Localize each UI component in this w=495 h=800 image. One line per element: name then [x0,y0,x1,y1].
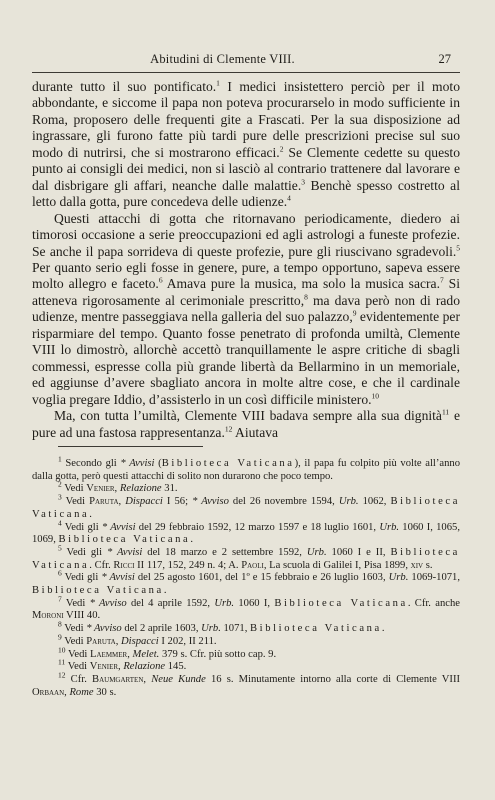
text-run: Venier [86,483,115,495]
text-run: Neue Kunde [151,673,206,685]
page-number: 27 [438,52,451,66]
text-run: Urb. [379,521,400,533]
text-run: Melet. [132,648,160,660]
footnote [32,543,460,572]
footnote [32,568,460,597]
text-run: del 2 aprile 1603, [121,623,202,635]
footnote-marker: 9 [352,308,357,318]
footnote-marker: 4 [287,193,291,203]
text-run: Rome [69,686,94,698]
text-run: 1060 I, 1065, 1069, [32,521,460,546]
text-run: 1060 I, [234,597,275,609]
text-run: 30 s. [93,686,117,698]
text-run: * Avvisi [101,572,135,584]
text-run: Vedi [61,635,87,647]
footnote-marker: 2 [58,479,62,489]
text-run: del 18 marzo e 2 settembre 1592, [142,546,307,558]
text-run: ), il papa fu colpito più volte all’anno dalla gotta, però questi attacchi di solito non durarono che poco tempo. [32,458,460,482]
text-run: . Cfr. [89,559,114,571]
text-run: Biblioteca Vaticana [58,534,191,546]
text-run: Aiutava [232,424,279,440]
paragraph [32,408,460,441]
text-run: Biblioteca Vaticana [32,546,460,571]
text-run: Dispacci [125,496,163,508]
text-run: * Avviso [192,496,229,508]
text-run: , [118,661,124,673]
footnote-marker: 5 [58,543,62,553]
text-run: durante tutto il suo pontificato. [32,79,217,94]
text-run: , [64,686,70,698]
text-run: . [381,623,385,635]
text-run: Urb. [306,546,327,558]
footnote-marker: 3 [301,177,305,187]
text-run: Vedi gli [61,546,107,558]
text-run: VIII 40. [63,610,101,622]
text-run: Se Clemente cedette su questo punto ai consigli dei medici, non si lasciò al contrario trattenere dal lavorare e dal disbrigare gli affari, neanche dalle malattie. [32,144,460,193]
text-run: Si atteneva rigorosamente al cerimoniale prescritto, [32,276,460,308]
paragraph [32,79,460,211]
text-run: , [114,483,120,495]
text-run: Relazione [119,483,162,495]
text-run: Questi attacchi di gotta che ritornavano periodicamente, diedero ai timorosi occasione a serie preoccupazioni ed agli astrologi a funeste profezie. Se anche il papa sorrideva di queste profezie, pure gli riuscivano sgradevoli. [32,210,460,259]
text-run: del 26 novembre 1594, [228,496,339,508]
text-run: Urb. [214,597,235,609]
text-run: Vedi gli [61,572,102,584]
footnote [32,645,460,662]
text-run: Ma, con tutta l’umiltà, Clemente VIII badava sempre alla sua dignità [54,408,442,424]
text-run: Urb. [201,623,221,635]
text-run: , La scuola di Galilei I, Pisa 1899, [263,559,411,571]
text-run: , [143,673,152,685]
footnote-marker: 8 [304,292,308,302]
main-text [32,79,460,441]
text-run: 1069-1071, [408,572,460,584]
paragraph [32,211,460,408]
text-run: 1071, [220,623,250,635]
text-run: . Cfr. anche [407,597,460,609]
text-run: 379 s. Cfr. più sotto cap. 9. [159,648,277,660]
footnote-marker: 6 [58,568,62,578]
text-run: 1060 I e II, [326,546,391,558]
text-run: Biblioteca Vaticana [32,585,164,597]
text-run: Baumgarten [92,673,144,685]
text-run: II 117, 152, 249 n. 4; A. [134,559,242,571]
footnote-marker: 8 [58,619,62,629]
text-run: * Avvisi [106,546,143,558]
text-run: Urb. [338,496,359,508]
text-run: del 25 agosto 1601, del 1º e 15 febbraio e 26 luglio 1603, [134,572,389,584]
text-run: Per quanto serio egli fosse in genere, pure, a tempo opportuno, sapeva essere molto allegro e faceto. [32,259,460,292]
text-run: I 202, II 211. [158,635,217,647]
text-run: evidentemente per risparmiare del tempo. Quanto fosse penetrato di profonda umiltà, Clemente VIII lo dimostrò, allorchè accettò tranquillamente le aspre critiche di sbagli commessi, espresse colla più grande libertà da Bellarmino in un memoriale, ed aggiunse d’avere sbagliato ancora in molte altre cose, e che il cardinale voglia pregare Iddio, d’assisterlo in un così difficile ministero. [32,309,460,407]
text-run: Vedi gli [61,521,102,533]
text-run: Vedi [61,483,87,495]
text-run: Moroni [32,610,64,622]
footnote-marker: 1 [216,78,220,88]
text-run: ma dava però non di rado udienze, mentre passeggiava nella galleria del suo palazzo, [32,292,460,325]
footnotes [32,454,461,699]
text-run: Relazione [123,661,166,673]
text-run: Vedi [65,661,90,673]
text-run: Vedi [61,496,90,508]
text-run: del 29 febbraio 1592, 12 marzo 1597 e 18 luglio 1601, [135,521,380,533]
text-run: Amava pure la musica, ma solo la musica sacra. [162,276,440,292]
footnote [32,454,460,483]
text-run: Venier [89,661,119,673]
text-run: Urb. [388,572,409,584]
footnote-marker: 11 [58,657,66,667]
footnote-marker: 7 [58,594,62,604]
running-header [32,52,451,68]
text-run: , [127,648,133,660]
footnote [32,670,461,699]
text-run: . [163,585,167,597]
footnote-marker: 5 [456,243,460,252]
text-run: Orbaan [32,686,65,698]
text-run: Ricci [113,559,135,571]
footnote-marker: 6 [158,275,163,285]
text-run: , [115,635,122,647]
footnote [32,619,460,636]
text-run: e pure ad una fastosa rappresentanza. [32,408,460,440]
footnote-marker: 7 [439,275,444,285]
footnote-marker: 1 [58,454,62,464]
text-run: del 4 aprile 1592, [126,597,215,609]
text-run: xiv [410,559,424,571]
text-run: * Avviso [86,623,122,635]
text-run: 31. [161,483,178,495]
text-run: Vedi [61,623,87,635]
footnote-marker: 3 [58,492,62,502]
text-run: Vedi [61,597,90,609]
footnote-marker: 2 [279,144,284,154]
footnote [32,492,460,521]
footnote [32,517,460,547]
footnote [32,479,460,496]
running-title: Abitudini di Clemente VIII. [150,52,295,66]
footnote-marker: 12 [58,670,66,680]
text-run: I medici insistettero perciò per il moto abbondante, e siccome il papa non poteva procurarselo in modo sufficiente in Roma, proposero delle frequenti gite a Frascati. Per la sua disposizione ad ingrassare, gli furono fatte più tardi pure delle prescrizioni precise sul suo modo di nutrirsi, che si mostrarono efficaci. [32,79,460,160]
text-run: 16 s. Minutamente intorno alla corte di Clemente VIII [205,673,461,685]
footnote-marker: 4 [58,517,62,527]
text-run: Vedi [65,648,91,660]
footnote-marker: 11 [441,407,450,417]
footnote-rule [58,446,203,447]
text-run: Secondo gli [61,458,121,469]
footnote [32,594,460,623]
footnote-marker: 10 [371,391,380,401]
footnote [32,657,460,674]
text-run: I 56; [162,496,193,508]
text-run: . [190,534,194,546]
text-run: Benchè spesso costretto al letto dalla gotta, pure concedeva delle udienze. [32,177,460,210]
text-run: * Avvisi [120,458,155,469]
text-run: Dispacci [121,635,159,647]
text-run: ( [154,458,162,469]
footnote [32,632,460,649]
text-run: , [118,496,126,508]
text-run: Biblioteca Vaticana [250,623,382,635]
text-run: Biblioteca Vaticana [274,597,408,609]
footnote-marker: 12 [224,423,233,433]
text-run: . [89,508,92,520]
header-rule [32,72,460,73]
text-run: 145. [165,661,187,673]
text-run: Biblioteca Vaticana [32,496,460,520]
text-run: s. [423,559,433,571]
footnote-marker: 9 [58,632,62,642]
footnote-marker: 10 [58,645,66,655]
text-run: 1062, [358,496,391,508]
text-run: * Avviso [89,597,127,609]
text-run: Paoli [241,559,264,571]
text-run: Paruta [86,635,116,647]
text-run: Cfr. [65,673,93,685]
text-run: Paruta [89,496,119,508]
text-run: Biblioteca Vaticana [161,458,295,469]
text-run: Laemmer [90,648,128,660]
text-run: * Avvisi [101,521,136,533]
